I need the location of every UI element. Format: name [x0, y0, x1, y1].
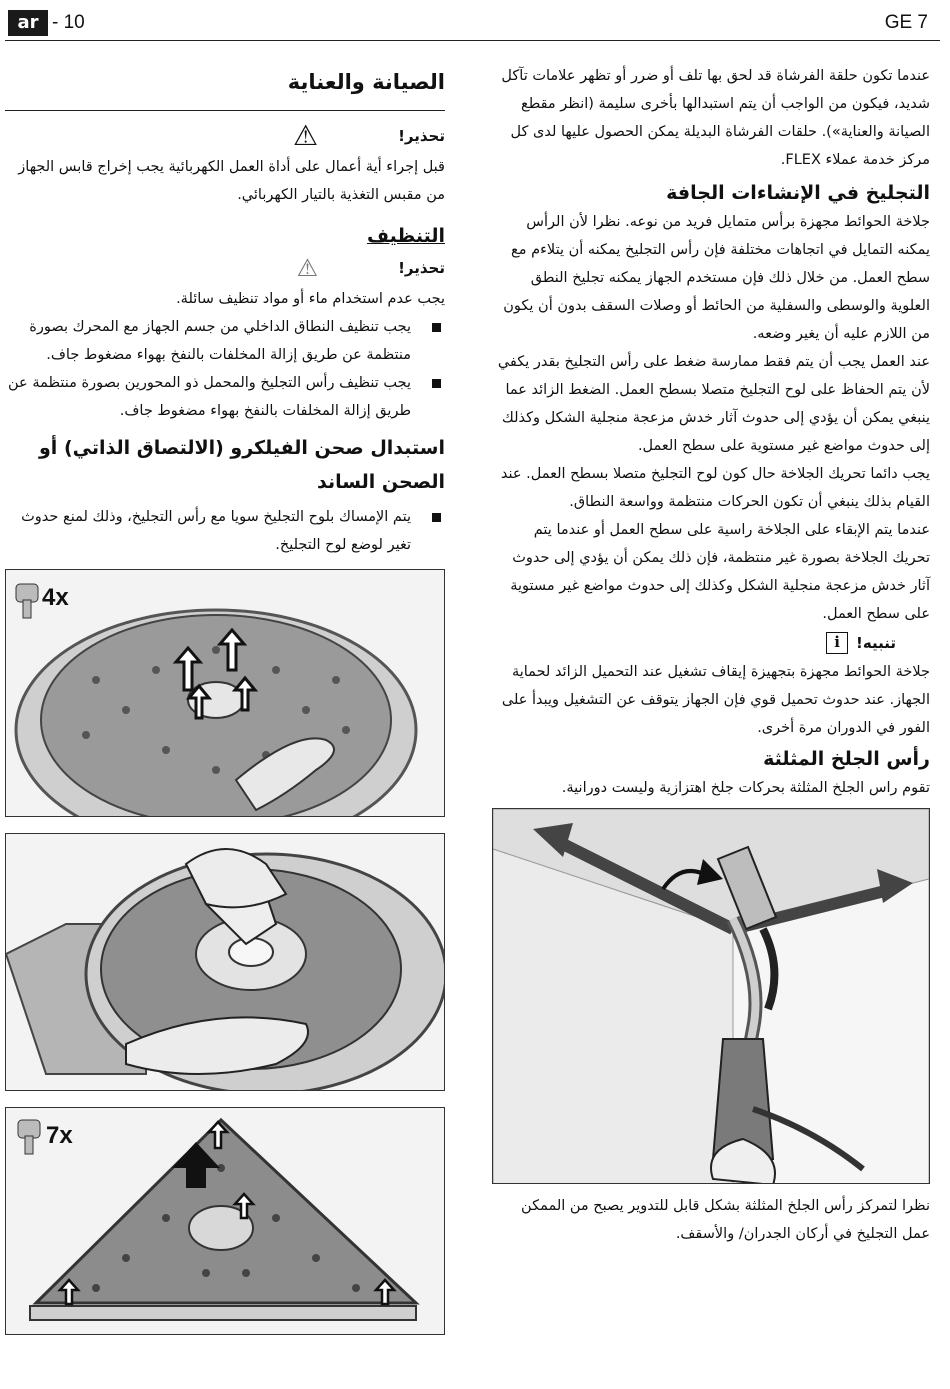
cleaning-list — [5, 313, 445, 425]
figure-remove-pad — [5, 833, 445, 1091]
drywall-paragraph-1: جلاخة الحوائط مجهزة برأس متمايل فريد من نوعه. نظرا لأن الرأس يمكنه التمايل في اتجاهات مختلفة فإن رأس التجليخ يمكنه أن يتلاءم مع سطح العمل. من خلال ذلك فإن مستخدم الجهاز يمكنه تجليخ النطق العلوية والوسطى والسفلية من الحائط أو وصلات السقف بدون أن يكون من اللازم عليه أن يغير وضعه. — [503, 214, 930, 342]
warning-icon: ⚠ — [292, 119, 319, 152]
warning-icon: ⚠ — [296, 254, 319, 282]
section-title-cleaning: التنظيف — [366, 225, 445, 247]
drywall-paragraph-3: يجب دائما تحريك الجلاخة حال كون لوح التجليخ متصلا بسطح العمل. عند القيام بذلك ينبغي أن تكون الحركات منتظمة وواسعة النطاق. — [500, 466, 930, 510]
corner-sanding-illustration — [493, 809, 929, 1184]
page-header — [0, 0, 950, 42]
section-title-delta-head: رأس الجلخ المثلثة — [763, 748, 930, 770]
note-heading — [492, 628, 930, 658]
warning-2-text: يجب عدم استخدام ماء أو مواد تنظيف سائلة. — [176, 291, 445, 307]
model-name: GE 7 — [884, 12, 928, 33]
figure-corner-sanding — [492, 808, 930, 1184]
figure-round-pad-screws — [5, 569, 445, 817]
note-text: جلاخة الحوائط مجهزة بتجهيزة إيقاف تشغيل عند التحميل الزائد لحماية الجهاز. عند حدوث تحميل قوي فإن الجهاز يتوقف عن التشغيل ويبدأ على الفور في الدوران مرة أخرى. — [501, 664, 930, 736]
round-pad-illustration — [6, 570, 444, 817]
note-label: تنبيه! — [856, 634, 896, 652]
header-rule — [5, 40, 940, 41]
page-number: - 10 — [52, 12, 85, 33]
screw-quantity: 4x — [42, 584, 69, 611]
screw-quantity: 7x — [46, 1122, 73, 1149]
drywall-paragraph-2: عند العمل يجب أن يتم فقط ممارسة ضغط على رأس التجليخ بقدر يكفي لأن يتم الحفاظ على لوح التجليخ متصلا بسطح العمل. الضغط الزائد عما ينبغي يمكن أن يؤدي إلى حدوث آثار خدش مزعجة منجلية الشكل وكذلك إلى حدوث مواضع غير مستوية على سطح العمل. — [497, 354, 930, 454]
list-item: يتم الإمساك بلوح التجليخ سويا مع رأس التجليخ، وذلك لمنع حدوث تغير لوضع لوح التجليخ. — [5, 503, 445, 559]
drywall-paragraph-4: عندما يتم الإبقاء على الجلاخة راسية على سطح العمل أو عندما يتم تحريك الجلاخة بصورة غير منتظمة، فإن ذلك يمكن أن يؤدي إلى حدوث آثار خدش مزعجة منجلية الشكل وكذلك إلى حدوث مواضع غير مستوية على سطح العمل. — [510, 522, 930, 622]
warning-2 — [5, 251, 445, 285]
section-title-maintenance: الصيانة والعناية — [287, 70, 445, 94]
warning-1 — [5, 119, 445, 153]
section-title-replace-pad: استبدال صحن الفيلكرو (الالتصاق الذاتي) أو الصحن الساند — [39, 437, 445, 493]
right-column — [492, 62, 930, 1248]
info-icon: i — [826, 632, 848, 654]
delta-paragraph-2: نظرا لتمركز رأس الجلخ المثلثة بشكل قابل للتدوير يصبح من الممكن عمل التجليخ في أركان الجدران/ والأسقف. — [521, 1198, 930, 1242]
figure-triangle-pad-screws — [5, 1107, 445, 1335]
title-rule — [5, 110, 445, 111]
list-item: يجب تنظيف النطاق الداخلي من جسم الجهاز مع المحرك بصورة منتظمة عن طريق إزالة المخلفات بالنفخ بهواء مضغوط جاف. — [5, 313, 445, 369]
warning-1-text: قبل إجراء أية أعمال على أداة العمل الكهربائية يجب إخراج قابس الجهاز من مقبس التغذية بالتيار الكهربائي. — [18, 159, 445, 203]
left-column — [5, 62, 445, 1335]
remove-pad-illustration — [6, 834, 444, 1091]
list-item: يجب تنظيف رأس التجليخ والمحمل ذو المحورين بصورة منتظمة عن طريق إزالة المخلفات بالنفخ بهواء مضغوط جاف. — [5, 369, 445, 425]
warning-label: تحذير! — [398, 127, 445, 145]
warning-label: تحذير! — [398, 259, 445, 277]
section-title-drywall: التجليخ في الإنشاءات الجافة — [666, 182, 930, 204]
brush-ring-text: عندما تكون حلقة الفرشاة قد لحق بها تلف أو ضرر أو تظهر علامات تآكل شديد، فيكون من الواجب أن يتم استبدالها بأخرى سليمة (انظر مقطع الصيانة والعناية»). حلقات الفرشاة البديلة يمكن الحصول عليها لدى كل مركز خدمة عملاء FLEX. — [501, 68, 930, 168]
delta-paragraph-1: تقوم راس الجلخ المثلثة بحركات جلخ اهتزازية وليست دورانية. — [561, 780, 930, 796]
replace-list — [5, 503, 445, 559]
language-badge: ar — [8, 10, 48, 36]
